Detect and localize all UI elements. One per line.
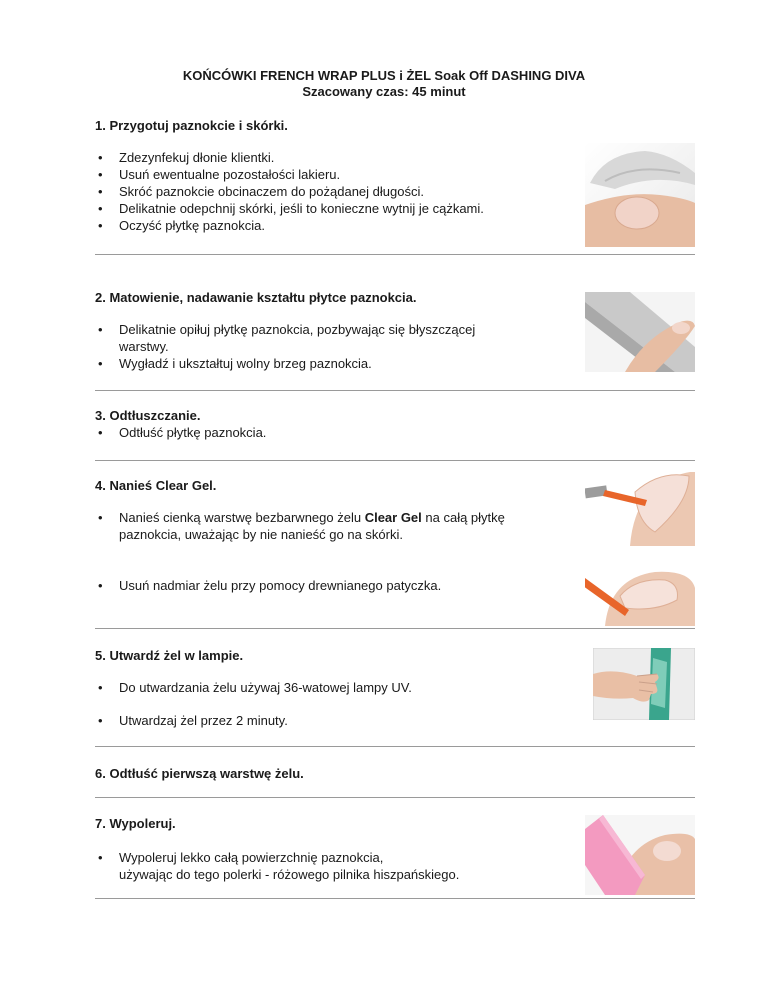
photo-uv-lamp [593,648,695,720]
step-6-heading: 6. Odtłuść pierwszą warstwę żelu. [95,766,304,781]
bullet: • [98,184,103,199]
bullet: • [98,167,103,182]
step-7-heading: 7. Wypoleruj. [95,816,176,831]
step-5-heading: 5. Utwardź żel w lampie. [95,648,244,663]
step-4-item-text: Nanieś cienką warstwę bezbarwnego żelu [119,510,365,525]
step-5-item: Utwardzaj żel przez 2 minuty. [119,713,288,728]
bullet: • [98,218,103,233]
step-4-item-continued: paznokcia, uważając by nie nanieść go na skórki. [119,527,403,542]
step-1-item: Delikatnie odepchnij skórki, jeśli to konieczne wytnij je cążkami. [119,201,484,216]
step-1-item: Skróć paznokcie obcinaczem do pożądanej długości. [119,184,424,199]
step-7-item-continued: używając do tego polerki - różowego pilnika hiszpańskiego. [119,867,460,882]
bullet: • [98,425,103,440]
divider [95,746,695,747]
divider [95,390,695,391]
step-2-item-continued: warstwy. [119,339,169,354]
step-3-item: Odtłuść płytkę paznokcia. [119,425,267,440]
product-name-clear-gel: Clear Gel [364,510,422,525]
step-7-item: Wypoleruj lekko całą powierzchnię paznokcia, [119,850,384,865]
step-1-heading: 1. Przygotuj paznokcie i skórki. [95,118,288,133]
step-4-heading: 4. Nanieś Clear Gel. [95,478,217,493]
bullet: • [98,150,103,165]
photo-cuticle-pusher [585,143,695,247]
document-title: KOŃCÓWKI FRENCH WRAP PLUS i ŻEL Soak Off DASHING DIVA [182,68,586,83]
bullet: • [98,850,103,865]
divider [95,797,695,798]
bullet: • [98,322,103,337]
step-4-item: Usuń nadmiar żelu przy pomocy drewnianego patyczka. [119,578,442,593]
step-4-item-text: na całą płytkę [421,510,505,525]
step-1-item: Zdezynfekuj dłonie klientki. [119,150,275,165]
step-2-item: Wygładź i ukształtuj wolny brzeg paznokcia. [119,356,372,371]
step-2-item: Delikatnie opiłuj płytkę paznokcia, pozbywając się błyszczącej [119,322,476,337]
photo-gel-brush [585,462,695,546]
divider [95,254,695,255]
step-1-item: Oczyść płytkę paznokcia. [119,218,265,233]
step-3-heading: 3. Odtłuszczanie. [95,408,201,423]
bullet: • [98,356,103,371]
bullet: • [98,201,103,216]
photo-buffer [585,815,695,895]
bullet: • [98,680,103,695]
estimated-time: Szacowany czas: 45 minut [302,84,466,99]
bullet: • [98,578,103,593]
photo-wooden-stick [585,548,695,626]
step-5-item: Do utwardzania żelu używaj 36-watowej lampy UV. [119,680,412,695]
photo-nail-file [585,292,695,372]
step-1-item: Usuń ewentualne pozostałości lakieru. [119,167,341,182]
bullet: • [98,713,103,728]
divider [95,628,695,629]
step-2-heading: 2. Matowienie, nadawanie kształtu płytce paznokcia. [95,290,417,305]
step-4-item [119,510,505,526]
divider [95,898,695,899]
bullet: • [98,510,103,525]
divider [95,460,695,461]
